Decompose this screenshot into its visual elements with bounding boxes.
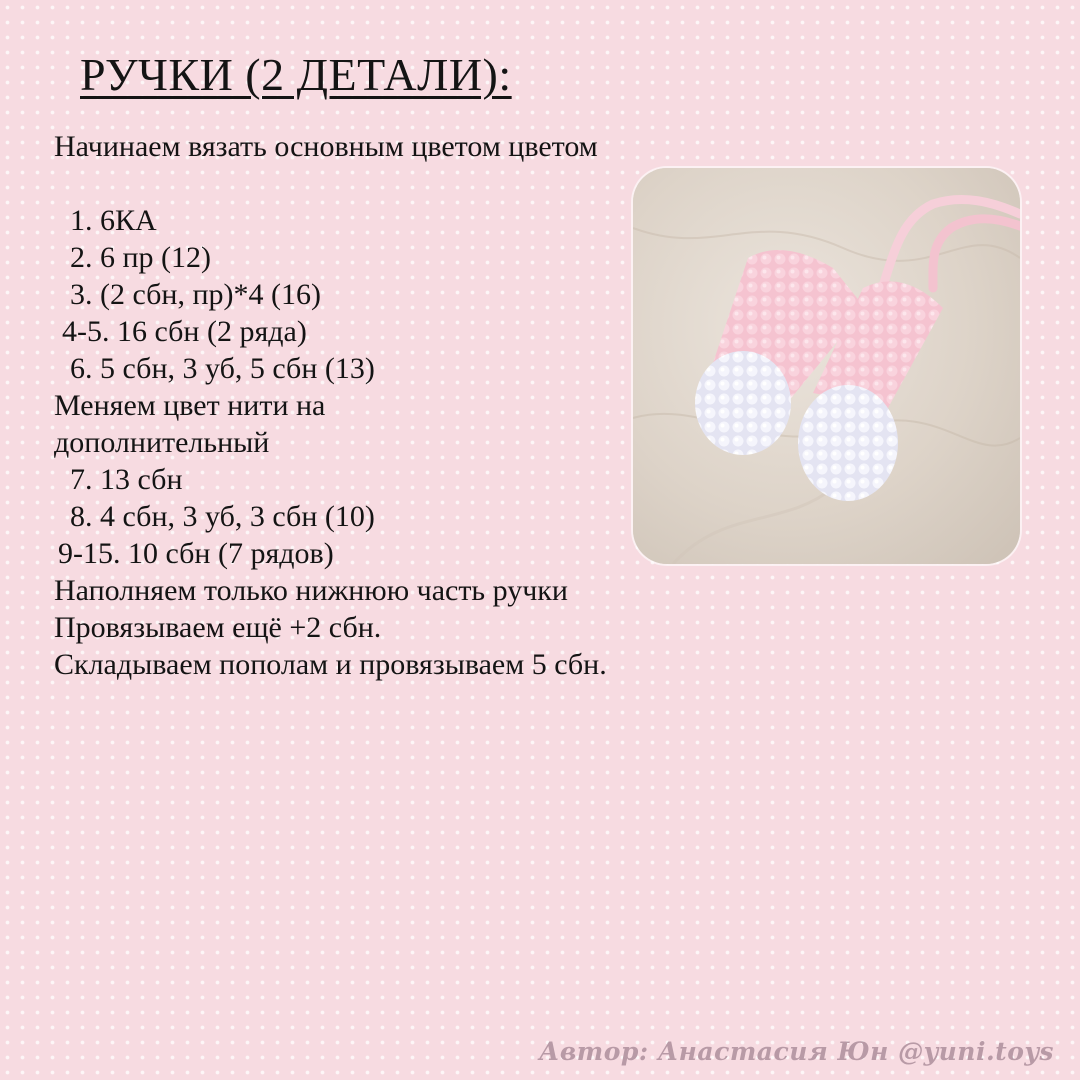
instruction-line: 8. 4 сбн, 3 уб, 3 сбн (10) [70, 500, 375, 533]
instruction-line: 1. 6КА [70, 204, 157, 237]
instruction-line: 3. (2 сбн, пр)*4 (16) [70, 278, 322, 311]
instruction-line: Меняем цвет нити на [54, 389, 326, 422]
crochet-arms-photo [633, 168, 1020, 564]
instruction-line: 6. 5 сбн, 3 уб, 5 сбн (13) [70, 352, 375, 385]
instruction-line: 2. 6 пр (12) [70, 241, 212, 274]
crochet-arms-illustration [633, 168, 1020, 564]
page-title: РУЧКИ (2 ДЕТАЛИ): [80, 49, 512, 100]
instruction-line: Провязываем ещё +2 сбн. [54, 611, 382, 644]
author-signature: Автор: Анастасия Юн @yuni.toys [539, 1037, 1054, 1066]
instruction-line: 4-5. 16 сбн (2 ряда) [62, 315, 307, 348]
instruction-list [54, 202, 607, 683]
instruction-line: Складываем пополам и провязываем 5 сбн. [54, 648, 607, 681]
instruction-line: Наполняем только нижнюю часть ручки [54, 574, 568, 607]
intro-text: Начинаем вязать основным цветом цветом [54, 130, 598, 163]
instruction-line: дополнительный [54, 426, 270, 459]
instruction-line: 9-15. 10 сбн (7 рядов) [58, 537, 334, 570]
instruction-line: 7. 13 сбн [70, 463, 183, 496]
